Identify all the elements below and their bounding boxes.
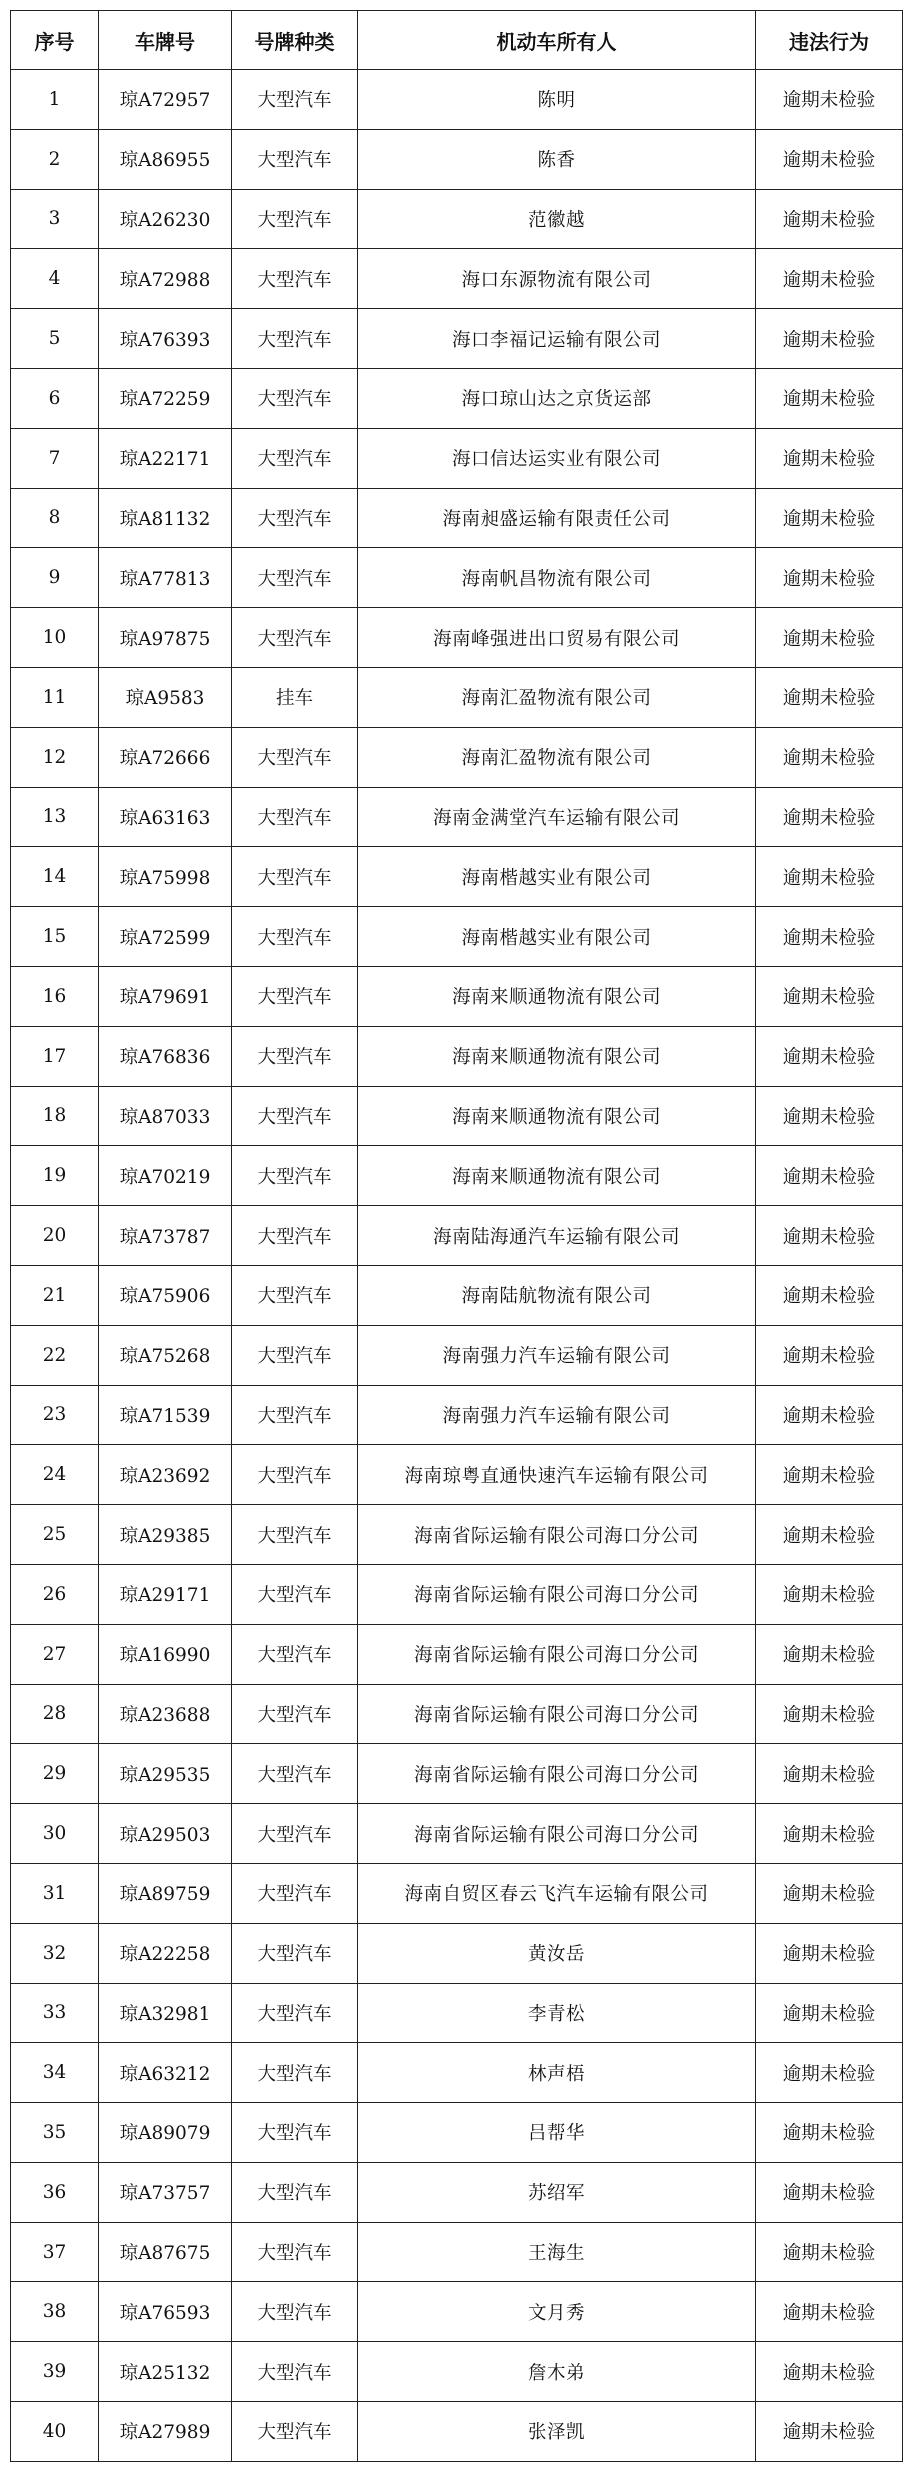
violation-cell: 逾期未检验	[756, 907, 903, 967]
serial-number-cell: 34	[11, 2043, 99, 2103]
serial-number-cell: 28	[11, 1684, 99, 1744]
violation-cell: 逾期未检验	[756, 1983, 903, 2043]
owner-cell: 海南陆航物流有限公司	[358, 1265, 756, 1325]
plate-type-cell: 大型汽车	[232, 2043, 358, 2103]
owner-cell: 陈香	[358, 129, 756, 189]
plate-type-cell: 大型汽车	[232, 1923, 358, 1983]
plate-number-cell: 琼A32981	[99, 1983, 232, 2043]
plate-number-cell: 琼A22258	[99, 1923, 232, 1983]
table-row	[11, 1445, 903, 1505]
plate-number-cell: 琼A70219	[99, 1146, 232, 1206]
table-row	[11, 1086, 903, 1146]
serial-number-cell: 38	[11, 2282, 99, 2342]
plate-number-cell: 琼A72957	[99, 70, 232, 130]
serial-number-cell: 15	[11, 907, 99, 967]
violation-cell: 逾期未检验	[756, 129, 903, 189]
plate-type-cell: 大型汽车	[232, 1445, 358, 1505]
plate-type-cell: 大型汽车	[232, 1206, 358, 1266]
owner-cell: 海口信达运实业有限公司	[358, 428, 756, 488]
serial-number-cell: 14	[11, 847, 99, 907]
violation-cell: 逾期未检验	[756, 2162, 903, 2222]
violation-cell: 逾期未检验	[756, 1923, 903, 1983]
serial-number-cell: 22	[11, 1325, 99, 1385]
violation-cell: 逾期未检验	[756, 608, 903, 668]
owner-cell: 詹木弟	[358, 2342, 756, 2402]
violation-cell: 逾期未检验	[756, 2222, 903, 2282]
serial-number-cell: 3	[11, 189, 99, 249]
owner-cell: 林声梧	[358, 2043, 756, 2103]
plate-type-cell: 大型汽车	[232, 1505, 358, 1565]
owner-cell: 海南金满堂汽车运输有限公司	[358, 787, 756, 847]
plate-number-cell: 琼A76393	[99, 309, 232, 369]
violation-cell: 逾期未检验	[756, 1744, 903, 1804]
plate-number-cell: 琼A75998	[99, 847, 232, 907]
table-row	[11, 129, 903, 189]
plate-number-cell: 琼A72666	[99, 727, 232, 787]
violation-table	[10, 10, 903, 2462]
table-row	[11, 1624, 903, 1684]
plate-type-cell: 挂车	[232, 667, 358, 727]
table-row	[11, 667, 903, 727]
plate-type-cell: 大型汽车	[232, 1983, 358, 2043]
table-row	[11, 787, 903, 847]
serial-number-cell: 10	[11, 608, 99, 668]
plate-type-cell: 大型汽车	[232, 309, 358, 369]
owner-cell: 张泽凯	[358, 2402, 756, 2462]
header-plate-type: 号牌种类	[232, 11, 358, 70]
owner-cell: 文月秀	[358, 2282, 756, 2342]
table-row	[11, 428, 903, 488]
table-row	[11, 727, 903, 787]
owner-cell: 海南来顺通物流有限公司	[358, 1146, 756, 1206]
serial-number-cell: 39	[11, 2342, 99, 2402]
violation-cell: 逾期未检验	[756, 1505, 903, 1565]
owner-cell: 海南汇盈物流有限公司	[358, 727, 756, 787]
owner-cell: 海南省际运输有限公司海口分公司	[358, 1744, 756, 1804]
violation-cell: 逾期未检验	[756, 70, 903, 130]
violation-cell: 逾期未检验	[756, 1325, 903, 1385]
serial-number-cell: 26	[11, 1564, 99, 1624]
plate-number-cell: 琼A9583	[99, 667, 232, 727]
plate-type-cell: 大型汽车	[232, 1684, 358, 1744]
owner-cell: 黄汝岳	[358, 1923, 756, 1983]
violation-cell: 逾期未检验	[756, 249, 903, 309]
owner-cell: 海南省际运输有限公司海口分公司	[358, 1624, 756, 1684]
serial-number-cell: 2	[11, 129, 99, 189]
serial-number-cell: 31	[11, 1863, 99, 1923]
table-row	[11, 1026, 903, 1086]
table-row	[11, 309, 903, 369]
header-plate-number: 车牌号	[99, 11, 232, 70]
table-row	[11, 2222, 903, 2282]
table-row	[11, 2162, 903, 2222]
violation-cell: 逾期未检验	[756, 1863, 903, 1923]
plate-number-cell: 琼A76836	[99, 1026, 232, 1086]
plate-number-cell: 琼A76593	[99, 2282, 232, 2342]
serial-number-cell: 25	[11, 1505, 99, 1565]
plate-number-cell: 琼A87675	[99, 2222, 232, 2282]
table-row	[11, 1804, 903, 1864]
owner-cell: 陈明	[358, 70, 756, 130]
table-row	[11, 1385, 903, 1445]
serial-number-cell: 30	[11, 1804, 99, 1864]
plate-type-cell: 大型汽车	[232, 1086, 358, 1146]
plate-type-cell: 大型汽车	[232, 1564, 358, 1624]
owner-cell: 海南汇盈物流有限公司	[358, 667, 756, 727]
owner-cell: 海南楷越实业有限公司	[358, 907, 756, 967]
plate-type-cell: 大型汽车	[232, 2162, 358, 2222]
violation-cell: 逾期未检验	[756, 1385, 903, 1445]
table-row	[11, 1146, 903, 1206]
table-row	[11, 2342, 903, 2402]
serial-number-cell: 7	[11, 428, 99, 488]
plate-number-cell: 琼A71539	[99, 1385, 232, 1445]
owner-cell: 海南省际运输有限公司海口分公司	[358, 1804, 756, 1864]
violation-cell: 逾期未检验	[756, 1804, 903, 1864]
serial-number-cell: 40	[11, 2402, 99, 2462]
owner-cell: 海南来顺通物流有限公司	[358, 1086, 756, 1146]
owner-cell: 海南来顺通物流有限公司	[358, 966, 756, 1026]
plate-number-cell: 琼A86955	[99, 129, 232, 189]
plate-number-cell: 琼A87033	[99, 1086, 232, 1146]
plate-type-cell: 大型汽车	[232, 70, 358, 130]
violation-cell: 逾期未检验	[756, 368, 903, 428]
plate-number-cell: 琼A26230	[99, 189, 232, 249]
table-row	[11, 1206, 903, 1266]
plate-number-cell: 琼A63212	[99, 2043, 232, 2103]
owner-cell: 海南峰强进出口贸易有限公司	[358, 608, 756, 668]
serial-number-cell: 19	[11, 1146, 99, 1206]
plate-type-cell: 大型汽车	[232, 2282, 358, 2342]
plate-number-cell: 琼A77813	[99, 548, 232, 608]
table-row	[11, 966, 903, 1026]
plate-number-cell: 琼A29503	[99, 1804, 232, 1864]
serial-number-cell: 21	[11, 1265, 99, 1325]
violation-cell: 逾期未检验	[756, 1265, 903, 1325]
table-row	[11, 1325, 903, 1385]
plate-number-cell: 琼A16990	[99, 1624, 232, 1684]
violation-cell: 逾期未检验	[756, 1146, 903, 1206]
plate-type-cell: 大型汽车	[232, 2103, 358, 2163]
table-row	[11, 1265, 903, 1325]
violation-cell: 逾期未检验	[756, 1026, 903, 1086]
serial-number-cell: 17	[11, 1026, 99, 1086]
serial-number-cell: 29	[11, 1744, 99, 1804]
plate-number-cell: 琼A81132	[99, 488, 232, 548]
plate-type-cell: 大型汽车	[232, 548, 358, 608]
plate-type-cell: 大型汽车	[232, 1385, 358, 1445]
serial-number-cell: 32	[11, 1923, 99, 1983]
owner-cell: 海南省际运输有限公司海口分公司	[358, 1564, 756, 1624]
plate-number-cell: 琼A29385	[99, 1505, 232, 1565]
plate-type-cell: 大型汽车	[232, 1265, 358, 1325]
serial-number-cell: 16	[11, 966, 99, 1026]
owner-cell: 苏绍军	[358, 2162, 756, 2222]
violation-cell: 逾期未检验	[756, 1445, 903, 1505]
owner-cell: 海南帆昌物流有限公司	[358, 548, 756, 608]
violation-cell: 逾期未检验	[756, 189, 903, 249]
plate-type-cell: 大型汽车	[232, 1624, 358, 1684]
plate-type-cell: 大型汽车	[232, 368, 358, 428]
header-serial-number: 序号	[11, 11, 99, 70]
serial-number-cell: 33	[11, 1983, 99, 2043]
violation-cell: 逾期未检验	[756, 1684, 903, 1744]
violation-cell: 逾期未检验	[756, 1564, 903, 1624]
serial-number-cell: 20	[11, 1206, 99, 1266]
plate-number-cell: 琼A75906	[99, 1265, 232, 1325]
plate-type-cell: 大型汽车	[232, 966, 358, 1026]
owner-cell: 海南来顺通物流有限公司	[358, 1026, 756, 1086]
plate-number-cell: 琼A27989	[99, 2402, 232, 2462]
plate-type-cell: 大型汽车	[232, 787, 358, 847]
owner-cell: 海口李福记运输有限公司	[358, 309, 756, 369]
owner-cell: 范徽越	[358, 189, 756, 249]
table-row	[11, 1863, 903, 1923]
owner-cell: 海南楷越实业有限公司	[358, 847, 756, 907]
owner-cell: 王海生	[358, 2222, 756, 2282]
plate-number-cell: 琼A25132	[99, 2342, 232, 2402]
serial-number-cell: 27	[11, 1624, 99, 1684]
plate-type-cell: 大型汽车	[232, 488, 358, 548]
violation-cell: 逾期未检验	[756, 667, 903, 727]
plate-number-cell: 琼A75268	[99, 1325, 232, 1385]
serial-number-cell: 8	[11, 488, 99, 548]
plate-number-cell: 琼A29535	[99, 1744, 232, 1804]
serial-number-cell: 36	[11, 2162, 99, 2222]
table-row	[11, 548, 903, 608]
plate-number-cell: 琼A89079	[99, 2103, 232, 2163]
plate-type-cell: 大型汽车	[232, 1804, 358, 1864]
plate-number-cell: 琼A97875	[99, 608, 232, 668]
plate-type-cell: 大型汽车	[232, 1744, 358, 1804]
violation-cell: 逾期未检验	[756, 488, 903, 548]
table-row	[11, 1564, 903, 1624]
table-row	[11, 1983, 903, 2043]
violation-cell: 逾期未检验	[756, 1086, 903, 1146]
table-row	[11, 189, 903, 249]
plate-type-cell: 大型汽车	[232, 1325, 358, 1385]
serial-number-cell: 12	[11, 727, 99, 787]
plate-type-cell: 大型汽车	[232, 1863, 358, 1923]
owner-cell: 海南昶盛运输有限责任公司	[358, 488, 756, 548]
violation-cell: 逾期未检验	[756, 2043, 903, 2103]
plate-type-cell: 大型汽车	[232, 1146, 358, 1206]
plate-type-cell: 大型汽车	[232, 727, 358, 787]
plate-type-cell: 大型汽车	[232, 2222, 358, 2282]
violation-cell: 逾期未检验	[756, 727, 903, 787]
table-row	[11, 608, 903, 668]
serial-number-cell: 1	[11, 70, 99, 130]
plate-type-cell: 大型汽车	[232, 129, 358, 189]
owner-cell: 吕帮华	[358, 2103, 756, 2163]
violation-cell: 逾期未检验	[756, 309, 903, 369]
plate-number-cell: 琼A72599	[99, 907, 232, 967]
serial-number-cell: 11	[11, 667, 99, 727]
plate-number-cell: 琼A79691	[99, 966, 232, 1026]
plate-number-cell: 琼A23688	[99, 1684, 232, 1744]
owner-cell: 海南陆海通汽车运输有限公司	[358, 1206, 756, 1266]
plate-type-cell: 大型汽车	[232, 249, 358, 309]
table-row	[11, 1684, 903, 1744]
header-vehicle-owner: 机动车所有人	[358, 11, 756, 70]
violation-cell: 逾期未检验	[756, 847, 903, 907]
serial-number-cell: 18	[11, 1086, 99, 1146]
violation-cell: 逾期未检验	[756, 1624, 903, 1684]
serial-number-cell: 9	[11, 548, 99, 608]
plate-number-cell: 琼A89759	[99, 1863, 232, 1923]
table-row	[11, 249, 903, 309]
plate-type-cell: 大型汽车	[232, 428, 358, 488]
owner-cell: 海南琼粤直通快速汽车运输有限公司	[358, 1445, 756, 1505]
serial-number-cell: 4	[11, 249, 99, 309]
table-row	[11, 907, 903, 967]
owner-cell: 海口琼山达之京货运部	[358, 368, 756, 428]
violation-cell: 逾期未检验	[756, 428, 903, 488]
plate-type-cell: 大型汽车	[232, 907, 358, 967]
violation-cell: 逾期未检验	[756, 787, 903, 847]
table-row	[11, 2402, 903, 2462]
plate-number-cell: 琼A73787	[99, 1206, 232, 1266]
violation-cell: 逾期未检验	[756, 1206, 903, 1266]
violation-cell: 逾期未检验	[756, 2342, 903, 2402]
owner-cell: 海南强力汽车运输有限公司	[358, 1385, 756, 1445]
owner-cell: 海南省际运输有限公司海口分公司	[358, 1505, 756, 1565]
table-row	[11, 1744, 903, 1804]
plate-type-cell: 大型汽车	[232, 1026, 358, 1086]
serial-number-cell: 5	[11, 309, 99, 369]
owner-cell: 海南自贸区春云飞汽车运输有限公司	[358, 1863, 756, 1923]
plate-type-cell: 大型汽车	[232, 2342, 358, 2402]
header-violation: 违法行为	[756, 11, 903, 70]
serial-number-cell: 35	[11, 2103, 99, 2163]
plate-type-cell: 大型汽车	[232, 847, 358, 907]
plate-number-cell: 琼A22171	[99, 428, 232, 488]
plate-number-cell: 琼A29171	[99, 1564, 232, 1624]
table-row	[11, 1505, 903, 1565]
violation-cell: 逾期未检验	[756, 548, 903, 608]
table-row	[11, 2282, 903, 2342]
plate-number-cell: 琼A63163	[99, 787, 232, 847]
table-row	[11, 368, 903, 428]
plate-type-cell: 大型汽车	[232, 2402, 358, 2462]
table-body	[11, 70, 903, 2462]
owner-cell: 海南强力汽车运输有限公司	[358, 1325, 756, 1385]
table-row	[11, 2043, 903, 2103]
plate-number-cell: 琼A72988	[99, 249, 232, 309]
serial-number-cell: 6	[11, 368, 99, 428]
violation-cell: 逾期未检验	[756, 2103, 903, 2163]
table-header-row	[11, 11, 903, 70]
table-row	[11, 488, 903, 548]
owner-cell: 海南省际运输有限公司海口分公司	[358, 1684, 756, 1744]
table-row	[11, 70, 903, 130]
serial-number-cell: 24	[11, 1445, 99, 1505]
owner-cell: 李青松	[358, 1983, 756, 2043]
plate-number-cell: 琼A73757	[99, 2162, 232, 2222]
serial-number-cell: 23	[11, 1385, 99, 1445]
violation-cell: 逾期未检验	[756, 2282, 903, 2342]
table-row	[11, 1923, 903, 1983]
owner-cell: 海口东源物流有限公司	[358, 249, 756, 309]
violation-cell: 逾期未检验	[756, 2402, 903, 2462]
plate-number-cell: 琼A23692	[99, 1445, 232, 1505]
serial-number-cell: 37	[11, 2222, 99, 2282]
serial-number-cell: 13	[11, 787, 99, 847]
plate-type-cell: 大型汽车	[232, 608, 358, 668]
table-row	[11, 847, 903, 907]
table-row	[11, 2103, 903, 2163]
plate-type-cell: 大型汽车	[232, 189, 358, 249]
violation-cell: 逾期未检验	[756, 966, 903, 1026]
plate-number-cell: 琼A72259	[99, 368, 232, 428]
